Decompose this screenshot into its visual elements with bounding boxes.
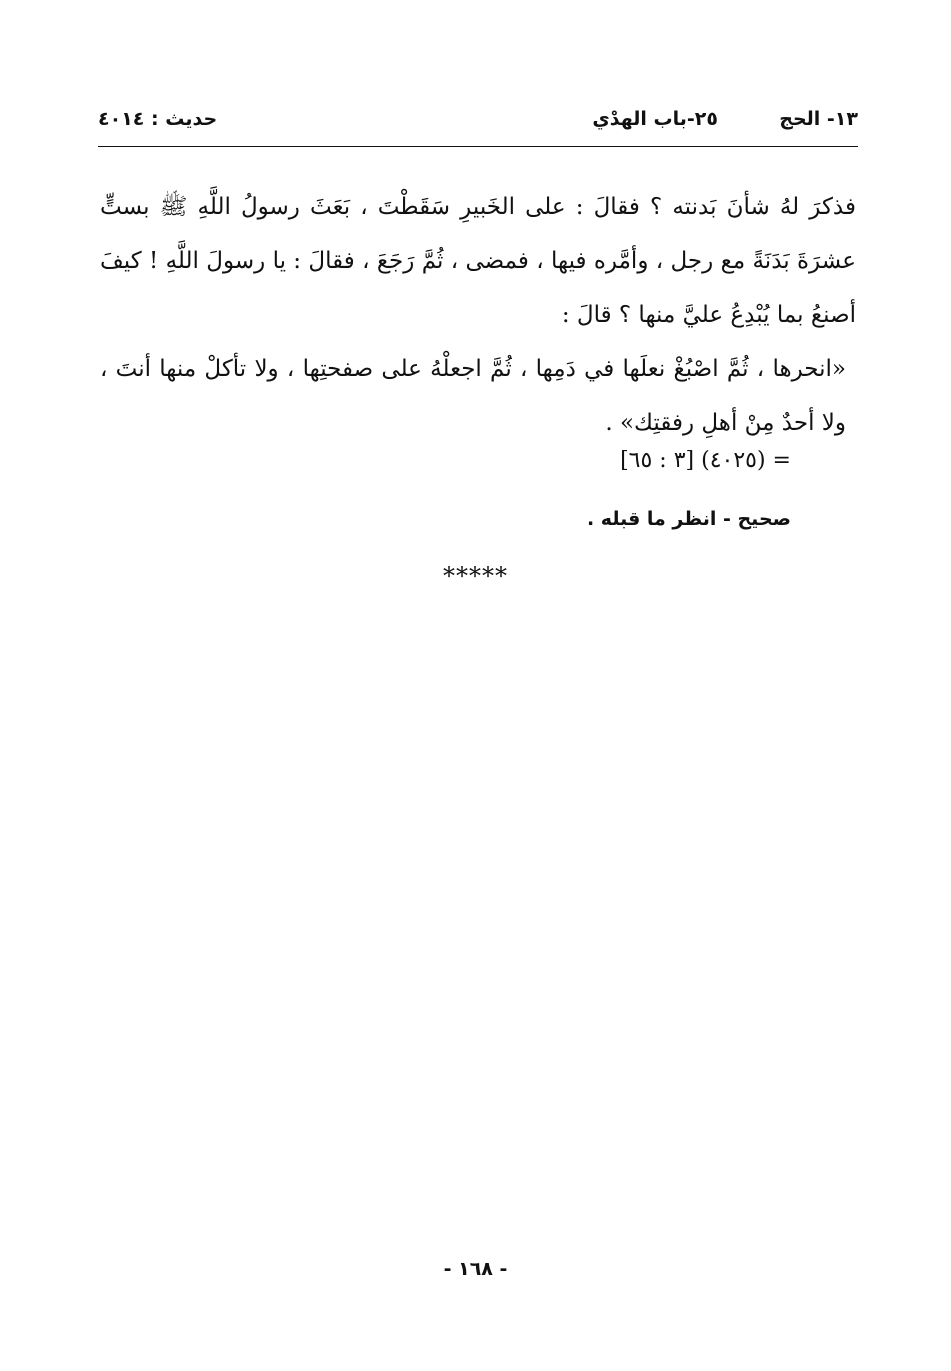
page-number: - ١٦٨ -: [443, 1258, 508, 1280]
hadith-number: حديث : ٤٠١٤: [98, 108, 218, 130]
section-divider: *****: [443, 562, 508, 590]
narration-paragraph: فذكرَ لهُ شأنَ بَدنته ؟ فقالَ : على الخَبيرِ سَقَطْتَ ، بَعَثَ رسولُ اللَّهِ ﷺ بستٍّ عشرَةَ بَدَنَةً مع رجل ، وأمَّره فيها ، فمضى ، ثُمَّ رَجَعَ ، فقالَ : يا رسولَ اللَّهِ ! كيفَ أصنعُ بما يُبْدِعُ عليَّ منها ؟ قالَ :: [100, 194, 856, 328]
cross-reference: = (٤٠٢٥) [٣ : ٦٥]: [620, 448, 791, 473]
prophet-quote-paragraph: «انحرها ، ثُمَّ اصْبُغْ نعلَها في دَمِها ، ثُمَّ اجعلْهُ على صفحتِها ، ولا تأكلْ منها أنتَ ، ولا أحدٌ مِنْ أهلِ رفقتِك» .: [100, 356, 846, 436]
page-header: [98, 108, 858, 142]
authenticity-grade: صحيح - انظر ما قبله .: [586, 508, 791, 530]
hadith-text: [100, 180, 856, 450]
header-divider: [98, 146, 858, 147]
chapter-title: ١٣- الحج: [779, 108, 858, 130]
section-title: ٢٥-باب الهدْي: [592, 108, 718, 130]
